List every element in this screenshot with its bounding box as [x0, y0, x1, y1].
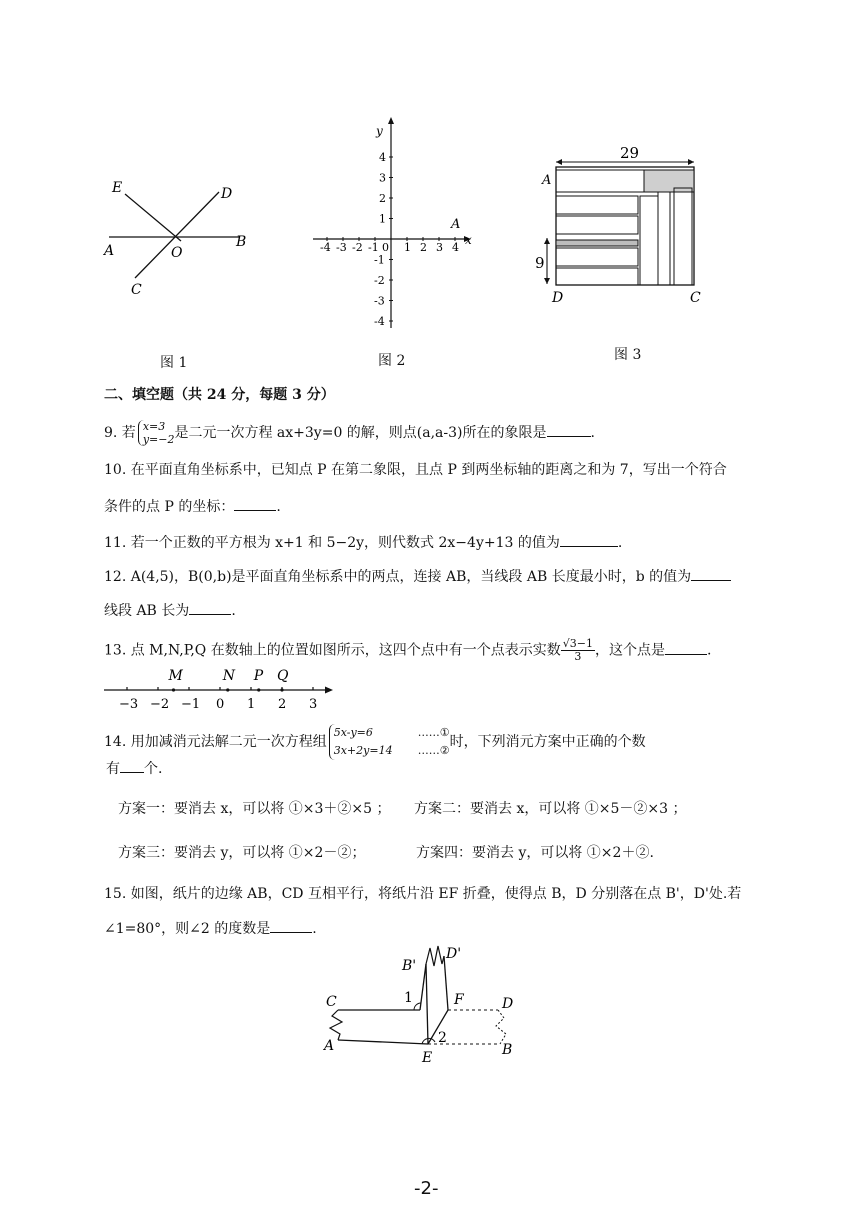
q9-text: 是二元一次方程 ax+3y=0 的解，则点(a,a-3)所在的象限是 [174, 425, 547, 441]
stripe-2 [556, 216, 638, 234]
y-axis-label: y [376, 124, 383, 138]
q10-end: . [276, 499, 281, 515]
q10-answer-blank[interactable] [234, 496, 276, 511]
x-tick-label: 3 [436, 241, 443, 254]
y-tick-label: -2 [374, 274, 385, 287]
scheme-1: 方案一：要消去 x，可以将 ①×3＋②×5 ； [118, 801, 391, 817]
y-tick-label: 2 [379, 192, 386, 205]
q14-prefix: 14. 用加减消元法解二元一次方程组 [104, 734, 327, 750]
label-angle-2: 2 [438, 1030, 447, 1046]
q10-line2: 条件的点 P 的坐标： [104, 499, 235, 515]
q9-system [138, 420, 175, 446]
q14-answer-blank[interactable] [120, 758, 144, 773]
x-tick-label: 4 [452, 241, 459, 254]
number-line-point-n [226, 688, 229, 691]
label-b: B [502, 1042, 513, 1058]
q14-eq1-row [334, 726, 450, 739]
q13-frac-den: 3 [574, 650, 582, 663]
number-line-tick-label: 2 [278, 697, 287, 712]
y-axis-arrow [388, 117, 394, 124]
torn-flap-top [426, 946, 444, 966]
q13-frac-num: √3−1 [562, 637, 593, 650]
vstripe-3 [674, 188, 692, 285]
figure-2 [305, 108, 480, 338]
question-14 [104, 724, 646, 760]
number-line-arrow [325, 687, 333, 694]
width-label: 29 [620, 144, 640, 162]
q15-line2: ∠1=80°，则∠2 的度数是 [104, 921, 271, 937]
width-arrow-right [688, 159, 694, 165]
label-f: F [454, 992, 464, 1008]
torn-edge-left [330, 1010, 342, 1040]
label-a: A [324, 1038, 335, 1054]
section-title: 二、填空题（共 24 分，每题 3 分） [104, 387, 335, 403]
q14-eq2: 3x+2y=14 [333, 744, 393, 757]
label-d: D [502, 996, 514, 1012]
q12-line2: 线段 AB 长为 [104, 603, 190, 619]
label-angle-1: 1 [404, 990, 413, 1006]
question-12-line2 [104, 600, 236, 621]
q14-eq1: 5x-y=6 [333, 726, 373, 739]
label-c: C [131, 282, 142, 298]
point-a-label: A [451, 217, 461, 232]
q12-line1: 12. A(4,5)，B(0,b)是平面直角坐标系中的两点，连接 AB，当线段 AB 长度最小时，b 的值为 [104, 569, 692, 585]
shaded-strip [644, 170, 694, 192]
q15-answer-blank[interactable] [270, 918, 312, 933]
figure-3-caption: 图 3 [614, 347, 642, 363]
question-10-line1: 10. 在平面直角坐标系中，已知点 P 在第二象限，且点 P 到两坐标轴的距离之和为 7，写出一个符合 [104, 462, 727, 478]
question-13 [104, 638, 711, 663]
q13-number-line [100, 664, 340, 714]
question-12-line1 [104, 566, 731, 587]
edge-ab-left [338, 1040, 428, 1044]
folded-edge-eb [426, 964, 428, 1044]
label-e: E [422, 1050, 433, 1066]
label-d: D [552, 290, 564, 306]
number-line-tick-label: −2 [150, 697, 170, 712]
number-line-tick-label: 3 [309, 697, 318, 712]
label-o: O [171, 245, 183, 261]
q14-line2-a: 有 [106, 761, 120, 777]
x-tick-label: -1 [368, 241, 379, 254]
number-line-point-label: M [168, 668, 183, 684]
q11-end: . [617, 535, 623, 551]
question-10-line2 [104, 496, 281, 517]
y-tick-label: 3 [379, 171, 386, 185]
page-number: -2- [414, 1178, 439, 1199]
q9-sys-line2: y=−2 [142, 433, 175, 446]
q13-answer-blank[interactable] [665, 640, 707, 655]
x-tick-label: 1 [404, 241, 411, 254]
figure-1 [95, 170, 265, 310]
scheme-2: 方案二：要消去 x，可以将 ①×5－②×3 ； [414, 801, 687, 817]
height-arrow-top [544, 238, 550, 244]
figure-3 [532, 140, 712, 310]
question-15-line1: 15. 如图，纸片的边缘 AB，CD 互相平行，将纸片沿 EF 折叠，使得点 B，D 分别落在点 B'，D'处.若 [104, 886, 742, 902]
number-line-ticks [119, 687, 317, 712]
top-strip [556, 170, 644, 192]
label-a: A [542, 173, 552, 188]
question-11 [104, 532, 622, 553]
height-arrow-bottom [544, 278, 550, 284]
x-tick-label: -4 [320, 241, 331, 254]
label-b: B [236, 234, 247, 250]
torn-edge-right [496, 1010, 506, 1044]
q12-answer-blank-2[interactable] [189, 600, 231, 615]
label-d-prime: D' [446, 946, 462, 962]
number-line-point-q [280, 688, 283, 691]
q14-suffix: 时，下列消元方案中正确的个数 [449, 734, 646, 750]
q13-text: 13. 点 M,N,P,Q 在数轴上的位置如图所示，这四个点中有一个点表示实数 [104, 642, 561, 659]
q11-text: 11. 若一个正数的平方根为 x+1 和 5−2y，则代数式 2x−4y+13 的值为 [104, 535, 560, 551]
width-arrow-left [556, 159, 562, 165]
number-line-point-label: P [253, 668, 264, 684]
q14-eq1-tag: ……① [417, 726, 450, 739]
q13-end: . [706, 642, 712, 659]
x-tick-label: -2 [352, 241, 363, 254]
stripe-1 [556, 196, 638, 214]
figure-2-caption: 图 2 [378, 353, 406, 369]
figure-1-caption: 图 1 [160, 355, 188, 371]
q14-eq2-tag: ……② [417, 744, 450, 757]
y-tick-label: -3 [374, 294, 385, 308]
q14-system [329, 724, 450, 760]
number-line-point-label: N [222, 668, 235, 684]
x-axis-label: x [465, 233, 472, 247]
q9-end: . [590, 425, 595, 441]
label-c: C [690, 290, 701, 306]
label-a: A [104, 243, 115, 259]
q12-end: . [231, 603, 236, 619]
vstripe-1 [640, 196, 658, 285]
folded-edge-fd [444, 956, 448, 1010]
q15-end: . [312, 921, 317, 937]
number-line-point-p [257, 688, 260, 691]
height-label: 9 [535, 254, 545, 272]
label-e: E [112, 180, 123, 196]
q9-answer-blank[interactable] [547, 422, 591, 437]
number-line-tick-label: −1 [181, 697, 201, 712]
q9-sys-line1: x=3 [142, 420, 166, 433]
number-line-points [168, 668, 290, 692]
number-line-tick-label: 1 [247, 697, 256, 712]
q12-answer-blank-1[interactable] [691, 566, 731, 581]
y-tick-label: 1 [379, 212, 386, 226]
number-line-point-m [172, 688, 175, 691]
label-d: D [221, 186, 233, 202]
q14-eq2-row [334, 744, 450, 757]
q11-answer-blank[interactable] [560, 532, 618, 547]
vstripe-2 [658, 192, 670, 285]
scheme-3: 方案三：要消去 y，可以将 ①×2－②； [118, 845, 366, 861]
y-tick-label: 4 [379, 151, 386, 164]
label-c: C [326, 994, 337, 1010]
number-line-tick-label: −3 [119, 697, 139, 712]
label-b-prime: B' [402, 958, 417, 974]
scheme-4: 方案四：要消去 y，可以将 ①×2＋②. [416, 845, 654, 861]
shaded-stripe [556, 240, 638, 246]
q13-fraction [561, 638, 595, 663]
question-9 [104, 420, 595, 446]
line-dc [135, 192, 219, 278]
stripe-3 [556, 248, 638, 266]
y-tick-label: -1 [374, 253, 385, 267]
ray-oe [125, 194, 181, 241]
number-line-point-label: Q [277, 668, 289, 684]
x-tick-label: 2 [420, 241, 427, 254]
question-15-line2 [104, 918, 317, 939]
stripe-4 [556, 268, 638, 285]
x-tick-label: -3 [336, 241, 347, 254]
y-tick-label: -4 [374, 315, 385, 328]
q9-prefix: 9. 若 [104, 425, 136, 441]
number-line-tick-label: 0 [216, 697, 225, 712]
x-tick-label: 0 [382, 241, 389, 254]
question-14-line2 [106, 758, 162, 779]
q14-line2-b: 个. [144, 761, 163, 777]
q13-text2: ，这个点是 [594, 642, 665, 659]
figure-15 [318, 938, 528, 1068]
